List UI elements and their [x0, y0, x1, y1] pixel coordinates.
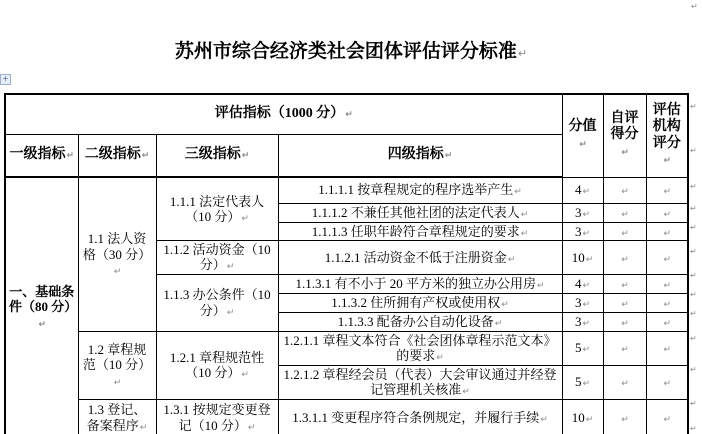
agency-score-cell: [646, 331, 688, 365]
paragraph-mark-icon: ↵: [691, 2, 698, 11]
paragraph-mark-icon: ↵: [494, 319, 503, 330]
row-end-mark-icon: ↵: [690, 146, 697, 155]
paragraph-mark-icon: ↵: [621, 319, 629, 330]
agency-score-cell: [646, 241, 688, 275]
score-cell: [562, 177, 603, 203]
header-score: [562, 94, 603, 177]
paragraph-mark-icon: ↵: [241, 150, 250, 161]
level3-cell: [156, 399, 278, 434]
self-score-cell: [603, 399, 646, 434]
level4-cell: [278, 399, 562, 434]
paragraph-mark-icon: ↵: [141, 150, 150, 161]
paragraph-mark-icon: ↵: [113, 377, 122, 388]
score-cell: [562, 294, 603, 313]
level4-text: 1.1.3.3 配备办公自动化设备: [337, 314, 494, 330]
score-value: 3: [575, 314, 582, 330]
document-title-text: 苏州市综合经济类社会团体评估评分标准: [174, 41, 517, 62]
score-value: 4: [575, 276, 582, 292]
header-level3-text: 三级指标: [184, 146, 241, 162]
paragraph-mark-icon: ↵: [241, 213, 249, 224]
level2-text: 1.1 法人资格（30 分）: [82, 231, 152, 262]
paragraph-mark-icon: ↵: [507, 254, 516, 265]
paragraph-mark-icon: ↵: [663, 345, 672, 356]
paragraph-mark-icon: ↵: [444, 150, 453, 161]
level4-text: 1.1.3.1 有不小于 20 平方米的独立办公用房: [295, 276, 536, 292]
paragraph-mark-icon: ↵: [226, 262, 235, 273]
level4-text: 1.2.1.2 章程经会员（代表）大会审议通过并经登记管理机关核准: [283, 366, 557, 397]
row-end-mark-icon: ↵: [690, 424, 697, 433]
paragraph-mark-icon: ↵: [462, 386, 470, 397]
score-value: 3: [575, 295, 582, 311]
header-agency-score: [646, 94, 688, 177]
paragraph-mark-icon: ↵: [582, 228, 591, 239]
paragraph-mark-icon: ↵: [621, 148, 629, 158]
paragraph-mark-icon: ↵: [621, 379, 629, 390]
self-score-cell: [603, 294, 646, 313]
score-value: 5: [575, 340, 582, 356]
paragraph-mark-icon: ↵: [621, 209, 629, 220]
paragraph-mark-icon: ↵: [663, 379, 672, 390]
paragraph-mark-icon: ↵: [66, 150, 75, 161]
score-cell: [562, 313, 603, 332]
score-value: 5: [575, 374, 582, 390]
paragraph-mark-icon: ↵: [621, 300, 629, 311]
self-score-cell: [603, 365, 646, 399]
self-score-cell: [603, 275, 646, 294]
paragraph-mark-icon: ↵: [582, 281, 591, 292]
header-level4-text: 四级指标: [387, 146, 444, 162]
score-cell: [562, 241, 603, 275]
level4-text: 1.1.3.2 住所拥有产权或使用权: [331, 295, 501, 311]
level3-text: 1.1.3 办公条件（10 分）: [163, 287, 271, 318]
level4-text: 1.1.1.3 任职年龄符合章程规定的要求: [311, 223, 520, 239]
level2-text: 1.3 登记、备案程序: [86, 402, 147, 433]
paragraph-mark-icon: ↵: [621, 345, 629, 356]
self-score-cell: [603, 177, 646, 203]
level3-cell: [156, 331, 278, 399]
level2-cell: [78, 399, 156, 434]
paragraph-mark-icon: ↵: [621, 228, 629, 239]
paragraph-mark-icon: ↵: [663, 254, 672, 265]
level3-text: 1.1.1 法定代表人（10 分）: [169, 193, 265, 224]
paragraph-mark-icon: ↵: [520, 228, 529, 239]
level4-cell: [278, 241, 562, 275]
header-level2: [78, 134, 156, 177]
agency-score-cell: [646, 177, 688, 203]
row-end-mark-icon: ↵: [690, 309, 697, 318]
agency-score-cell: [646, 203, 688, 222]
level3-cell: [156, 177, 278, 241]
paragraph-mark-icon: ↵: [345, 109, 353, 120]
paragraph-mark-icon: ↵: [621, 281, 629, 292]
plus-icon: +: [2, 74, 9, 83]
level3-cell: [156, 275, 278, 332]
header-level3: [156, 134, 278, 177]
header-eval-text: 评估指标（1000 分）: [214, 105, 345, 121]
row-end-mark-icon: ↵: [690, 271, 697, 280]
paragraph-mark-icon: ↵: [621, 414, 629, 425]
paragraph-mark-icon: ↵: [241, 369, 249, 380]
paragraph-mark-icon: ↵: [663, 281, 672, 292]
row-end-mark-icon: ↵: [690, 290, 697, 299]
score-value: 3: [575, 223, 582, 239]
paragraph-mark-icon: ↵: [663, 209, 672, 220]
self-score-cell: [603, 203, 646, 222]
level4-text: 1.1.2.1 活动资金不低于注册资金: [324, 249, 507, 265]
paragraph-mark-icon: ↵: [582, 379, 591, 390]
self-score-cell: [603, 313, 646, 332]
paragraph-mark-icon: ↵: [621, 187, 629, 198]
self-score-cell: [603, 331, 646, 365]
score-cell: [562, 365, 603, 399]
paragraph-mark-icon: ↵: [247, 422, 256, 433]
level4-cell: [278, 222, 562, 241]
paragraph-mark-icon: ↵: [226, 307, 235, 318]
paragraph-mark-icon: ↵: [582, 300, 591, 311]
row-end-mark-icon: ↵: [690, 204, 697, 213]
document-title: [0, 36, 702, 63]
header-level2-text: 二级指标: [84, 146, 141, 162]
paragraph-mark-icon: ↵: [582, 209, 591, 220]
header-eval-indicator: [5, 94, 562, 134]
header-self-score-text: 自评得分: [610, 110, 639, 143]
score-value: 10: [571, 409, 585, 425]
agency-score-cell: [646, 313, 688, 332]
paragraph-mark-icon: ↵: [579, 139, 587, 150]
self-score-cell: [603, 241, 646, 275]
score-cell: [562, 203, 603, 222]
paragraph-mark-icon: ↵: [517, 47, 528, 60]
level4-text: 1.1.1.1 按章程规定的程序选举产生: [318, 182, 514, 198]
level3-text: 1.2.1 章程规范性（10 分）: [169, 349, 265, 380]
level3-cell: [156, 241, 278, 275]
level4-text: 1.2.1.1 章程文本符合《社会团体章程示范文本》的要求: [283, 332, 557, 363]
table-move-handle-icon[interactable]: [0, 74, 11, 85]
paragraph-mark-icon: ↵: [663, 300, 672, 311]
score-cell: [562, 275, 603, 294]
paragraph-mark-icon: ↵: [514, 187, 522, 198]
score-value: 3: [575, 204, 582, 220]
level4-cell: [278, 275, 562, 294]
paragraph-mark-icon: ↵: [582, 187, 591, 198]
paragraph-mark-icon: ↵: [38, 319, 47, 330]
agency-score-cell: [646, 222, 688, 241]
score-value: 10: [571, 249, 585, 265]
score-cell: [562, 331, 603, 365]
agency-score-cell: [646, 399, 688, 434]
header-level1: [5, 134, 78, 177]
table-row: [5, 331, 688, 365]
paragraph-mark-icon: ↵: [501, 300, 509, 311]
paragraph-mark-icon: ↵: [436, 352, 444, 363]
row-end-mark-icon: ↵: [690, 399, 697, 408]
level4-cell: [278, 365, 562, 399]
paragraph-mark-icon: ↵: [582, 345, 591, 356]
header-score-text: 分值: [568, 119, 597, 135]
row-end-mark-icon: ↵: [690, 334, 697, 343]
agency-score-cell: [646, 275, 688, 294]
self-score-cell: [603, 222, 646, 241]
level2-text: 1.2 章程规范（10 分）: [82, 341, 152, 373]
row-end-mark-icon: ↵: [690, 247, 697, 256]
row-end-mark-icon: ↵: [690, 102, 697, 111]
header-agency-score-text: 评估机构评分: [652, 102, 681, 151]
paragraph-mark-icon: ↵: [663, 187, 672, 198]
paragraph-mark-icon: ↵: [540, 414, 548, 425]
level1-text: 一、基础条件（80 分）: [9, 283, 78, 315]
level4-cell: [278, 331, 562, 365]
table-row: [5, 399, 688, 434]
paragraph-mark-icon: ↵: [537, 281, 545, 292]
paragraph-mark-icon: ↵: [663, 414, 672, 425]
paragraph-mark-icon: ↵: [663, 228, 672, 239]
score-value: 4: [575, 182, 582, 198]
paragraph-mark-icon: ↵: [621, 254, 629, 265]
level4-cell: [278, 203, 562, 222]
score-cell: [562, 222, 603, 241]
score-cell: [562, 399, 603, 434]
agency-score-cell: [646, 294, 688, 313]
level2-cell: [78, 331, 156, 399]
level3-text: 1.1.2 活动资金（10 分）: [163, 242, 271, 273]
level1-cell: [5, 177, 78, 434]
paragraph-mark-icon: ↵: [113, 266, 122, 277]
paragraph-mark-icon: ↵: [585, 414, 594, 425]
paragraph-mark-icon: ↵: [585, 254, 594, 265]
level4-text: 1.1.1.2 不兼任其他社团的法定代表人: [311, 204, 520, 220]
paragraph-mark-icon: ↵: [582, 319, 591, 330]
level4-cell: [278, 313, 562, 332]
paragraph-mark-icon: ↵: [663, 156, 672, 167]
level4-cell: [278, 177, 562, 203]
agency-score-cell: [646, 365, 688, 399]
level2-cell: [78, 177, 156, 331]
header-self-score: [603, 94, 646, 177]
row-end-mark-icon: ↵: [690, 365, 697, 374]
paragraph-mark-icon: ↵: [139, 422, 148, 433]
evaluation-score-table: [4, 93, 689, 434]
row-end-mark-icon: ↵: [690, 223, 697, 232]
level4-cell: [278, 294, 562, 313]
paragraph-mark-icon: ↵: [520, 209, 529, 220]
table-row: [5, 177, 688, 203]
header-level1-text: 一级指标: [9, 146, 66, 162]
level3-text: 1.3.1 按规定变更登记（10 分）: [163, 402, 271, 433]
paragraph-mark-icon: ↵: [663, 319, 672, 330]
header-level4: [278, 134, 562, 177]
level4-text: 1.3.1.1 变更程序符合条例规定，并履行手续: [292, 409, 540, 425]
row-end-mark-icon: ↵: [690, 182, 697, 191]
